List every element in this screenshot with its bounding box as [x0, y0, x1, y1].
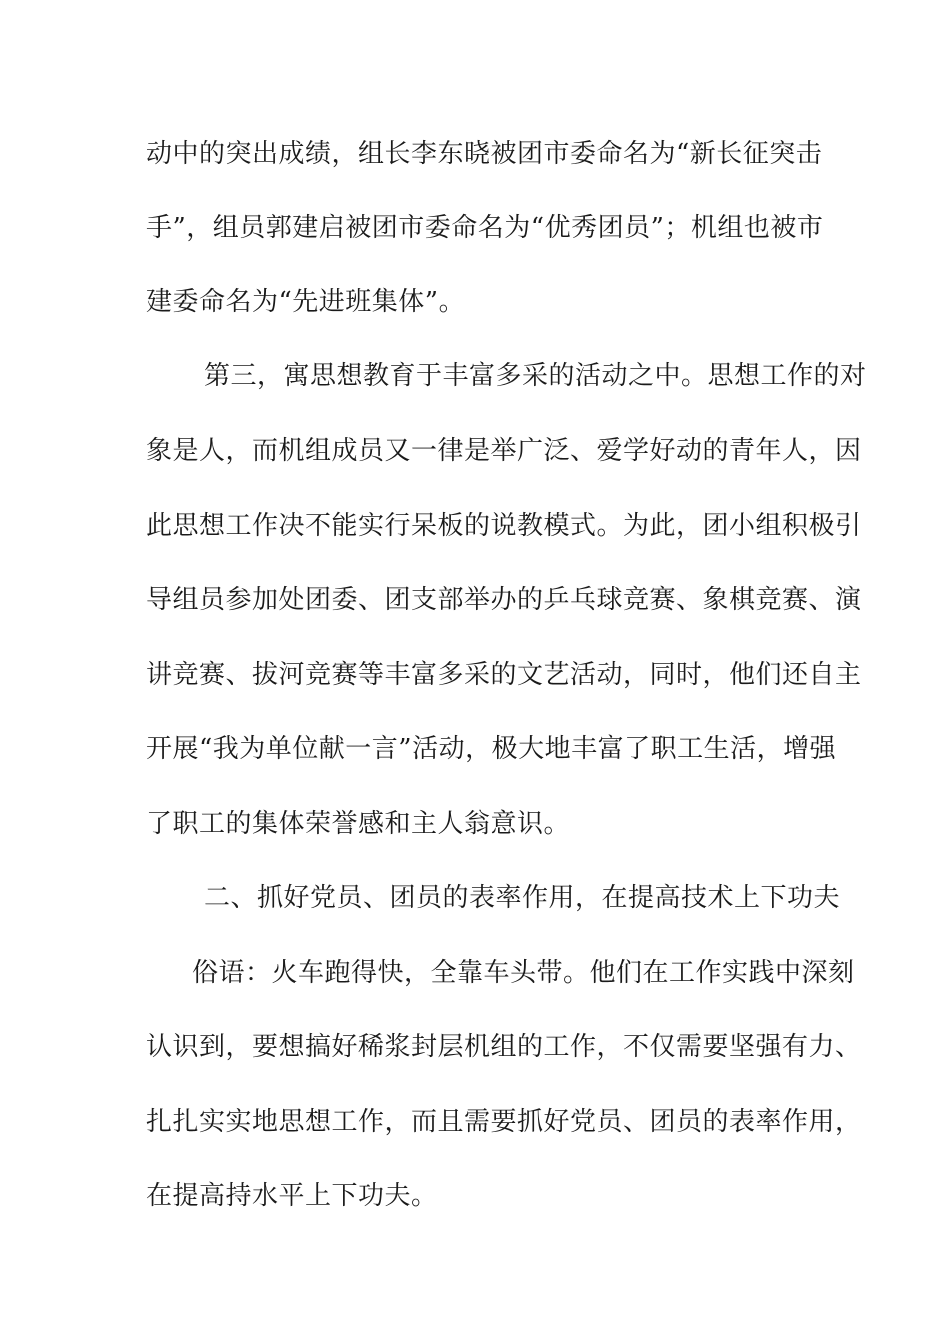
- paragraph-line: 第三，寓思想教育于丰富多采的活动之中。思想工作的对: [204, 361, 867, 391]
- paragraph-line: 讲竞赛、拔河竞赛等丰富多采的文艺活动，同时，他们还自主: [146, 660, 862, 690]
- paragraph-line: 俗语：火车跑得快，全靠车头带。他们在工作实践中深刻: [192, 958, 855, 988]
- paragraph-line: 象是人，而机组成员又一律是举广泛、爱学好动的青年人，因: [146, 436, 862, 466]
- section-heading: 二、抓好党员、团员的表率作用，在提高技术上下功夫: [204, 883, 841, 913]
- paragraph-line: 扎扎实实地思想工作，而且需要抓好党员、团员的表率作用，: [146, 1107, 862, 1137]
- paragraph-line: 认识到，要想搞好稀浆封层机组的工作，不仅需要坚强有力、: [146, 1032, 862, 1062]
- paragraph-line: 建委命名为“先进班集体”。: [146, 287, 466, 317]
- paragraph-line: 了职工的集体荣誉感和主人翁意识。: [146, 809, 571, 839]
- paragraph-line: 在提高持水平上下功夫。: [146, 1181, 438, 1211]
- paragraph-line: 手”，组员郭建启被团市委命名为“优秀团员”；机组也被市: [146, 213, 824, 243]
- paragraph-line: 此思想工作决不能实行呆板的说教模式。为此，团小组积极引: [146, 511, 862, 541]
- paragraph-line: 开展“我为单位献一言”活动，极大地丰富了职工生活，增强: [146, 734, 837, 764]
- paragraph-line: 导组员参加处团委、团支部举办的乒乓球竞赛、象棋竞赛、演: [146, 585, 862, 615]
- paragraph-line: 动中的突出成绩，组长李东晓被团市委命名为“新长征突击: [146, 139, 823, 169]
